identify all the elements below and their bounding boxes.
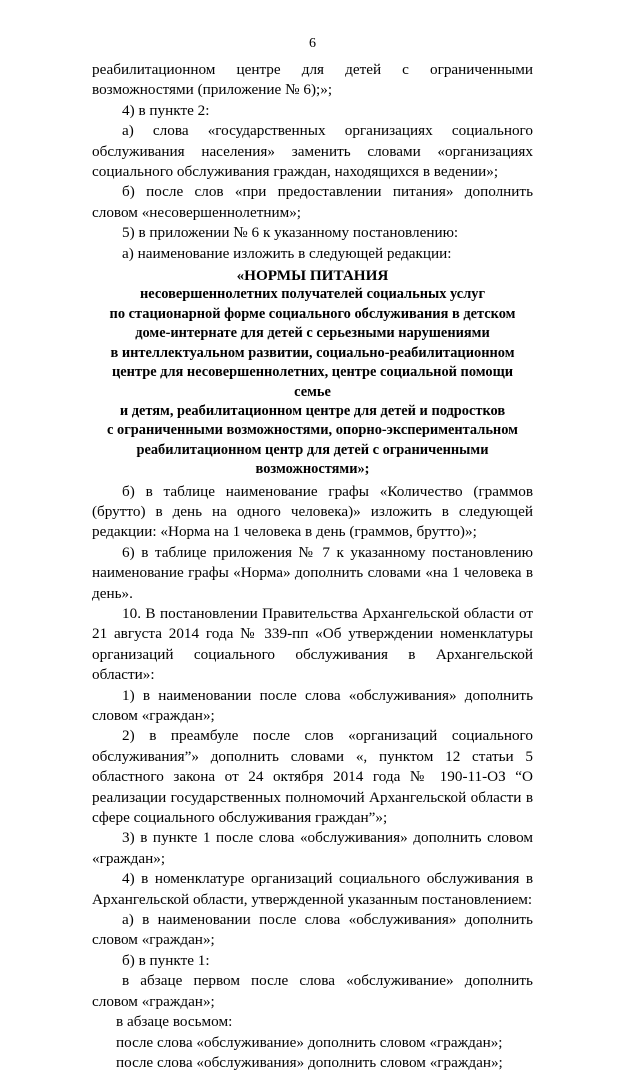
heading-line: реабилитационном центр для детей с ограниченными возможностями»; (136, 441, 489, 478)
heading-line: доме-интернате для детей с серьезными нарушениями (135, 325, 490, 342)
paragraph: в абзаце восьмом: (116, 1013, 233, 1031)
paragraph: 6) в таблице приложения № 7 к указанному постановлению наименование графы «Норма» дополнить словами «на 1 человека в день». (92, 543, 533, 602)
paragraph: а) слова «государственных организациях социального обслуживания населения» заменить словами «организациях социального обслуживания граждан, находящихся в ведении»; (92, 122, 533, 181)
paragraph: а) в наименовании после слова «обслуживания» дополнить словом «граждан»; (92, 911, 533, 949)
paragraph: 10. В постановлении Правительства Архангельской области от 21 августа 2014 года № 339-пп «Об утверждении номенклатуры организаций социального обслуживания в Архангельской области»: (92, 604, 533, 684)
paragraph: б) после слов «при предоставлении питания» дополнить словом «несовершеннолетним»; (92, 183, 533, 221)
heading-line: и детям, реабилитационном центре для детей и подростков (119, 402, 506, 419)
paragraphs-before (92, 60, 533, 264)
section-heading (92, 266, 533, 479)
paragraphs-after (92, 482, 533, 1073)
heading-line: по стационарной форме социального обслуживания в детском (109, 305, 516, 322)
paragraph: 4) в номенклатуре организаций социального обслуживания в Архангельской области, утвержденной указанным постановлением: (92, 870, 533, 908)
paragraph: 3) в пункте 1 после слова «обслуживания» дополнить словом «граждан»; (92, 829, 533, 867)
page-number: 6 (309, 36, 316, 51)
paragraph: 5) в приложении № 6 к указанному постановлению: (122, 224, 459, 242)
paragraph: б) в таблице наименование графы «Количество (граммов (брутто) в день на одного человека)» изложить в следующей редакции: «Норма на 1 человека в день (граммов, брутто)»; (92, 482, 533, 541)
heading-line: несовершеннолетних получателей социальных услуг (139, 286, 486, 303)
paragraph: после слова «обслуживание» дополнить словом «граждан»; (116, 1033, 503, 1051)
paragraph: 2) в преамбуле после слов «организаций социального обслуживания”» дополнить словами «, пунктом 12 статьи 5 областного закона от 24 октября 2014 года № 190-11-ОЗ “О реализации государственных полномочий Архангельской области в сфере социального обслуживания граждан”»; (92, 727, 533, 827)
heading-line: с ограниченными возможностями, опорно-экспериментальном (107, 422, 518, 439)
paragraph: реабилитационном центре для детей с ограниченными возможностями (приложение № 6);»; (92, 61, 533, 99)
paragraph: 1) в наименовании после слова «обслуживания» дополнить словом «граждан»; (92, 686, 533, 724)
paragraph: а) наименование изложить в следующей редакции: (122, 244, 452, 262)
paragraph: 4) в пункте 2: (122, 101, 210, 119)
paragraph: в абзаце первом после слова «обслуживание» дополнить словом «граждан»; (92, 972, 533, 1010)
paragraph: б) в пункте 1: (122, 951, 210, 969)
paragraph: после слова «обслуживания» дополнить словом «граждан»; (116, 1053, 503, 1071)
heading-line: «НОРМЫ ПИТАНИЯ (236, 267, 389, 285)
heading-line: в интеллектуальном развитии, социально-реабилитационном (110, 344, 515, 361)
heading-line: центре для несовершеннолетних, центре социальной помощи семье (111, 364, 514, 400)
